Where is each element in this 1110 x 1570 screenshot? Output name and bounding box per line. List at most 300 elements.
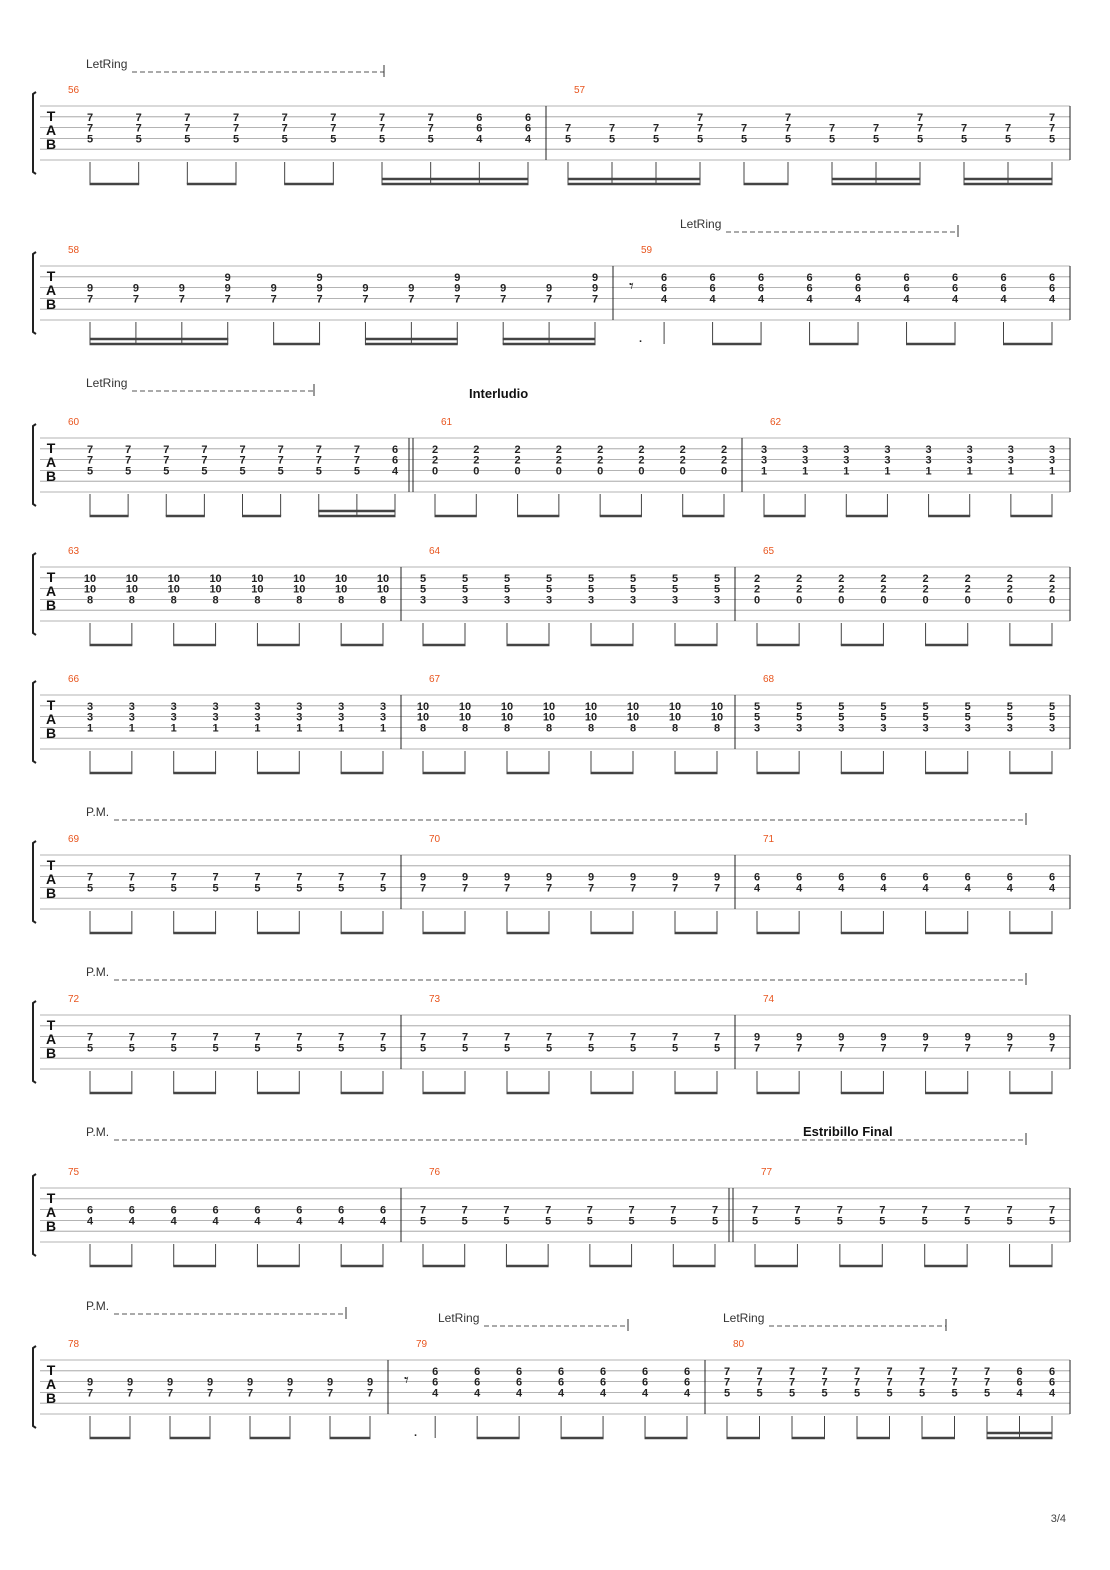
fret-number: 7 bbox=[796, 1042, 803, 1055]
fret-number: 10 bbox=[710, 711, 724, 724]
measure-number: 57 bbox=[574, 85, 586, 96]
fret-number: 6 bbox=[170, 1204, 177, 1217]
fret-number: 6 bbox=[128, 1204, 135, 1217]
fret-number: 2 bbox=[964, 583, 971, 596]
fret-number: 7 bbox=[86, 1387, 94, 1400]
fret-number: 6 bbox=[516, 1365, 523, 1378]
fret-number: 1 bbox=[86, 722, 94, 735]
fret-number: 2 bbox=[473, 454, 480, 467]
tab-clef-letter: B bbox=[45, 136, 57, 152]
fret-number: 7 bbox=[419, 1204, 427, 1217]
fret-number: 2 bbox=[555, 454, 562, 467]
fret-number: 7 bbox=[784, 122, 792, 135]
fret-number: 5 bbox=[503, 572, 511, 585]
fret-number: 7 bbox=[128, 871, 135, 884]
fret-number: 7 bbox=[794, 1204, 801, 1217]
fret-number: 7 bbox=[353, 443, 360, 456]
fret-number: 4 bbox=[922, 882, 929, 895]
fret-number: 5 bbox=[296, 1042, 303, 1055]
fret-number: 7 bbox=[886, 1365, 893, 1378]
fret-number: 5 bbox=[545, 1215, 552, 1228]
fret-number: 6 bbox=[558, 1376, 565, 1389]
fret-number: 4 bbox=[524, 133, 532, 146]
fret-number: 4 bbox=[379, 1215, 387, 1228]
fret-number: 9 bbox=[454, 282, 461, 295]
system-bracket bbox=[33, 252, 36, 334]
fret-number: 0 bbox=[720, 465, 728, 478]
fret-number: 5 bbox=[296, 882, 303, 895]
fret-number: 7 bbox=[711, 1204, 719, 1217]
fret-number: 9 bbox=[326, 1376, 334, 1389]
fret-number: 10 bbox=[584, 700, 598, 713]
fret-number: 3 bbox=[379, 711, 387, 724]
fret-number: 9 bbox=[753, 1031, 761, 1044]
fret-number: 9 bbox=[86, 282, 94, 295]
fret-number: 7 bbox=[1006, 1204, 1013, 1217]
fret-number: 10 bbox=[293, 572, 306, 585]
fret-number: 7 bbox=[922, 1042, 929, 1055]
fret-number: 0 bbox=[514, 465, 521, 478]
fret-number: 7 bbox=[503, 1204, 510, 1217]
fret-number: 6 bbox=[796, 871, 803, 884]
fret-number: 2 bbox=[720, 454, 728, 467]
fret-number: 9 bbox=[713, 871, 721, 884]
fret-number: 0 bbox=[880, 594, 887, 607]
fret-number: 9 bbox=[270, 282, 277, 295]
fret-number: 3 bbox=[1048, 454, 1056, 467]
fret-number: 2 bbox=[880, 572, 887, 585]
fret-number: 5 bbox=[711, 1215, 719, 1228]
let-ring-label: LetRing bbox=[86, 57, 128, 71]
tab-clef-letter: A bbox=[45, 454, 57, 470]
fret-number: 7 bbox=[378, 122, 386, 135]
fret-number: 5 bbox=[921, 1215, 928, 1228]
measure-number: 62 bbox=[770, 417, 782, 428]
measure-number: 64 bbox=[429, 546, 441, 557]
fret-number: 5 bbox=[784, 133, 792, 146]
fret-number: 7 bbox=[86, 293, 94, 306]
system-bracket bbox=[33, 1174, 36, 1256]
fret-number: 7 bbox=[629, 882, 637, 895]
fret-number: 5 bbox=[461, 583, 469, 596]
fret-number: 0 bbox=[796, 594, 803, 607]
fret-number: 5 bbox=[756, 1387, 763, 1400]
fret-number: 1 bbox=[843, 465, 850, 478]
fret-number: 10 bbox=[125, 583, 138, 596]
fret-number: 3 bbox=[338, 711, 345, 724]
tab-clef-letter: T bbox=[46, 268, 56, 284]
fret-number: 3 bbox=[170, 711, 177, 724]
fret-number: 0 bbox=[679, 465, 686, 478]
fret-number: 7 bbox=[254, 1031, 261, 1044]
fret-number: 7 bbox=[853, 1365, 861, 1378]
let-ring-label: LetRing bbox=[680, 217, 722, 231]
fret-number: 8 bbox=[461, 722, 469, 735]
fret-number: 6 bbox=[903, 271, 910, 284]
fret-number: 5 bbox=[587, 583, 595, 596]
fret-number: 5 bbox=[652, 133, 660, 146]
fret-number: 7 bbox=[454, 293, 461, 306]
fret-number: 10 bbox=[416, 711, 430, 724]
fret-number: 7 bbox=[545, 1031, 553, 1044]
measure-number: 59 bbox=[641, 245, 653, 256]
fret-number: 5 bbox=[184, 133, 191, 146]
measure-number: 60 bbox=[68, 417, 80, 428]
measure-number: 77 bbox=[761, 1167, 773, 1178]
fret-number: 2 bbox=[473, 443, 480, 456]
fret-number: 3 bbox=[760, 443, 768, 456]
tab-clef-letter: A bbox=[45, 711, 57, 727]
fret-number: 9 bbox=[838, 1031, 845, 1044]
fret-number: 9 bbox=[964, 1031, 971, 1044]
fret-number: 5 bbox=[201, 465, 208, 478]
fret-number: 6 bbox=[683, 1376, 691, 1389]
fret-number: 8 bbox=[545, 722, 553, 735]
fret-number: 7 bbox=[670, 1204, 677, 1217]
fret-number: 5 bbox=[353, 465, 360, 478]
fret-number: 6 bbox=[599, 1365, 607, 1378]
fret-number: 4 bbox=[476, 133, 483, 146]
fret-number: 7 bbox=[671, 882, 679, 895]
measure-number: 58 bbox=[68, 245, 80, 256]
fret-number: 7 bbox=[964, 1042, 971, 1055]
fret-number: 4 bbox=[474, 1387, 481, 1400]
fret-number: 6 bbox=[951, 271, 959, 284]
measure-number: 66 bbox=[68, 674, 80, 685]
fret-number: 10 bbox=[668, 700, 682, 713]
fret-number: 3 bbox=[212, 711, 219, 724]
fret-number: 6 bbox=[1048, 271, 1056, 284]
fret-number: 5 bbox=[628, 1215, 635, 1228]
fret-number: 4 bbox=[558, 1387, 565, 1400]
fret-number: 2 bbox=[838, 572, 845, 585]
fret-number: 6 bbox=[922, 871, 929, 884]
section-marker: Estribillo Final bbox=[803, 1124, 893, 1139]
fret-number: 6 bbox=[854, 282, 862, 295]
fret-number: 6 bbox=[86, 1204, 94, 1217]
fret-number: 1 bbox=[1048, 465, 1056, 478]
fret-number: 6 bbox=[806, 282, 813, 295]
fret-number: 7 bbox=[378, 111, 386, 124]
fret-number: 3 bbox=[503, 594, 511, 607]
fret-number: 5 bbox=[880, 700, 887, 713]
fret-number: 3 bbox=[925, 443, 932, 456]
tab-clef-letter: T bbox=[46, 1017, 56, 1033]
fret-number: 4 bbox=[212, 1215, 219, 1228]
fret-number: 9 bbox=[671, 871, 679, 884]
tab-clef-letter: A bbox=[45, 1204, 57, 1220]
fret-number: 7 bbox=[821, 1365, 828, 1378]
fret-number: 9 bbox=[166, 1376, 174, 1389]
fret-number: 1 bbox=[338, 722, 345, 735]
fret-number: 6 bbox=[753, 871, 761, 884]
system-bracket bbox=[33, 1001, 36, 1083]
fret-number: 10 bbox=[500, 700, 514, 713]
fret-number: 3 bbox=[1048, 722, 1056, 735]
fret-number: 3 bbox=[254, 711, 261, 724]
fret-number: 7 bbox=[201, 454, 208, 467]
measure-number: 70 bbox=[429, 834, 441, 845]
fret-number: 10 bbox=[542, 711, 556, 724]
fret-number: 7 bbox=[86, 454, 94, 467]
fret-number: 1 bbox=[128, 722, 135, 735]
fret-number: 5 bbox=[918, 1387, 926, 1400]
fret-number: 10 bbox=[626, 711, 640, 724]
fret-number: 5 bbox=[86, 882, 94, 895]
fret-number: 10 bbox=[710, 700, 724, 713]
fret-number: 5 bbox=[330, 133, 337, 146]
fret-number: 7 bbox=[983, 1376, 991, 1389]
fret-number: 6 bbox=[854, 271, 862, 284]
fret-number: 5 bbox=[338, 1042, 345, 1055]
fret-number: 10 bbox=[376, 572, 390, 585]
fret-number: 9 bbox=[366, 1376, 374, 1389]
fret-number: 3 bbox=[838, 722, 845, 735]
fret-number: 5 bbox=[1004, 133, 1012, 146]
fret-number: 7 bbox=[232, 122, 240, 135]
fret-number: 6 bbox=[474, 1365, 481, 1378]
fret-number: 2 bbox=[838, 583, 845, 596]
fret-number: 7 bbox=[379, 871, 387, 884]
fret-number: 10 bbox=[416, 700, 430, 713]
fret-number: 9 bbox=[1048, 1031, 1056, 1044]
fret-number: 5 bbox=[629, 1042, 637, 1055]
fret-number: 3 bbox=[545, 594, 553, 607]
system-bracket bbox=[33, 92, 36, 174]
fret-number: 9 bbox=[500, 282, 507, 295]
palm-mute-label: P.M. bbox=[86, 805, 110, 819]
fret-number: 9 bbox=[419, 871, 427, 884]
fret-number: 6 bbox=[709, 282, 716, 295]
fret-number: 5 bbox=[586, 1215, 593, 1228]
fret-number: 2 bbox=[638, 443, 645, 456]
fret-number: 7 bbox=[461, 1204, 468, 1217]
fret-number: 9 bbox=[546, 282, 553, 295]
palm-mute-label: P.M. bbox=[86, 1125, 110, 1139]
fret-number: 10 bbox=[83, 583, 97, 596]
fret-number: 7 bbox=[461, 1031, 469, 1044]
fret-number: 5 bbox=[86, 1042, 94, 1055]
fret-number: 7 bbox=[353, 454, 360, 467]
fret-number: 7 bbox=[872, 122, 880, 135]
tab-clef-letter: T bbox=[46, 569, 56, 585]
tab-clef-letter: T bbox=[46, 857, 56, 873]
fret-number: 7 bbox=[166, 1387, 174, 1400]
fret-number: 5 bbox=[427, 133, 434, 146]
fret-number: 1 bbox=[760, 465, 768, 478]
fret-number: 1 bbox=[296, 722, 303, 735]
fret-number: 6 bbox=[432, 1376, 439, 1389]
tab-clef-letter: B bbox=[45, 725, 57, 741]
fret-number: 7 bbox=[1048, 111, 1056, 124]
system-bracket bbox=[33, 553, 36, 635]
fret-number: 7 bbox=[821, 1376, 828, 1389]
fret-number: 7 bbox=[918, 1365, 926, 1378]
fret-number: 5 bbox=[1006, 700, 1013, 713]
fret-number: 10 bbox=[209, 583, 222, 596]
fret-number: 6 bbox=[1016, 1376, 1023, 1389]
fret-number: 8 bbox=[671, 722, 679, 735]
fret-number: 7 bbox=[546, 293, 553, 306]
fret-number: 9 bbox=[246, 1376, 254, 1389]
fret-number: 2 bbox=[922, 572, 929, 585]
fret-number: 6 bbox=[1016, 1365, 1023, 1378]
fret-number: 5 bbox=[277, 465, 284, 478]
fret-number: 7 bbox=[277, 443, 284, 456]
fret-number: 5 bbox=[170, 1042, 177, 1055]
fret-number: 6 bbox=[641, 1376, 649, 1389]
fret-number: 7 bbox=[880, 1042, 887, 1055]
fret-number: 5 bbox=[419, 572, 427, 585]
fret-number: 7 bbox=[587, 882, 595, 895]
fret-number: 2 bbox=[431, 443, 439, 456]
fret-number: 3 bbox=[212, 700, 219, 713]
fret-number: 3 bbox=[629, 594, 637, 607]
tab-clef-letter: B bbox=[45, 468, 57, 484]
fret-number: 3 bbox=[296, 711, 303, 724]
fret-number: 5 bbox=[338, 882, 345, 895]
fret-number: 4 bbox=[1000, 293, 1007, 306]
fret-number: 4 bbox=[854, 293, 862, 306]
fret-number: 5 bbox=[983, 1387, 991, 1400]
fret-number: 10 bbox=[626, 700, 640, 713]
fret-number: 7 bbox=[784, 111, 792, 124]
fret-number: 5 bbox=[788, 1387, 796, 1400]
fret-number: 6 bbox=[599, 1376, 607, 1389]
fret-number: 4 bbox=[1016, 1387, 1023, 1400]
fret-number: 3 bbox=[753, 722, 761, 735]
fret-number: 8 bbox=[379, 594, 387, 607]
fret-number: 2 bbox=[880, 583, 887, 596]
fret-number: 7 bbox=[277, 454, 284, 467]
tab-clef-letter: B bbox=[45, 1045, 57, 1061]
fret-number: 0 bbox=[838, 594, 845, 607]
fret-number: 10 bbox=[376, 583, 390, 596]
fret-number: 1 bbox=[254, 722, 261, 735]
fret-number: 7 bbox=[270, 293, 277, 306]
fret-number: 6 bbox=[524, 122, 532, 135]
fret-number: 5 bbox=[879, 1215, 886, 1228]
fret-number: 3 bbox=[379, 700, 387, 713]
measure-number: 56 bbox=[68, 85, 80, 96]
fret-number: 10 bbox=[83, 572, 97, 585]
fret-number: 3 bbox=[802, 454, 809, 467]
fret-number: 2 bbox=[1048, 583, 1056, 596]
fret-number: 7 bbox=[828, 122, 836, 135]
fret-number: 6 bbox=[391, 454, 399, 467]
fret-number: 7 bbox=[921, 1204, 928, 1217]
fret-number: 7 bbox=[652, 122, 660, 135]
fret-number: 7 bbox=[135, 111, 142, 124]
fret-number: 0 bbox=[1006, 594, 1013, 607]
fret-number: 5 bbox=[212, 1042, 219, 1055]
eighth-rest: 𝄾 bbox=[629, 276, 634, 297]
dot: . bbox=[639, 333, 643, 345]
fret-number: 0 bbox=[555, 465, 562, 478]
fret-number: 8 bbox=[419, 722, 427, 735]
tab-clef-letter: T bbox=[46, 440, 56, 456]
fret-number: 7 bbox=[286, 1387, 294, 1400]
fret-number: 6 bbox=[524, 111, 532, 124]
fret-number: 5 bbox=[964, 1215, 971, 1228]
fret-number: 7 bbox=[239, 454, 246, 467]
fret-number: 7 bbox=[128, 1031, 135, 1044]
fret-number: 2 bbox=[796, 583, 803, 596]
fret-number: 7 bbox=[419, 882, 427, 895]
fret-number: 7 bbox=[564, 122, 572, 135]
fret-number: 7 bbox=[362, 293, 369, 306]
fret-number: 4 bbox=[338, 1215, 345, 1228]
fret-number: 5 bbox=[723, 1387, 731, 1400]
fret-number: 5 bbox=[753, 711, 761, 724]
fret-number: 3 bbox=[587, 594, 595, 607]
fret-number: 5 bbox=[872, 133, 880, 146]
measure-number: 75 bbox=[68, 1167, 80, 1178]
fret-number: 7 bbox=[379, 1031, 387, 1044]
fret-number: 3 bbox=[86, 711, 94, 724]
fret-number: 7 bbox=[671, 1031, 679, 1044]
fret-number: 6 bbox=[516, 1376, 523, 1389]
fret-number: 10 bbox=[167, 583, 180, 596]
fret-number: 7 bbox=[135, 122, 142, 135]
fret-number: 4 bbox=[758, 293, 765, 306]
fret-number: 5 bbox=[128, 882, 135, 895]
fret-number: 10 bbox=[458, 711, 472, 724]
fret-number: 4 bbox=[838, 882, 845, 895]
fret-number: 5 bbox=[796, 700, 803, 713]
fret-number: 6 bbox=[903, 282, 910, 295]
fret-number: 7 bbox=[1048, 1042, 1056, 1055]
measure-number: 69 bbox=[68, 834, 80, 845]
fret-number: 5 bbox=[503, 583, 511, 596]
tab-clef-letter: A bbox=[45, 1031, 57, 1047]
fret-number: 1 bbox=[802, 465, 809, 478]
fret-number: 5 bbox=[964, 700, 971, 713]
fret-number: 10 bbox=[458, 700, 472, 713]
system-bracket bbox=[33, 424, 36, 506]
fret-number: 1 bbox=[170, 722, 177, 735]
fret-number: 7 bbox=[427, 111, 434, 124]
fret-number: 6 bbox=[880, 871, 887, 884]
measure-number: 61 bbox=[441, 417, 453, 428]
page-number: 3/4 bbox=[1050, 1513, 1066, 1525]
fret-number: 2 bbox=[964, 572, 971, 585]
fret-number: 7 bbox=[916, 122, 924, 135]
fret-number: 5 bbox=[315, 465, 322, 478]
dot: . bbox=[414, 1427, 418, 1439]
fret-number: 5 bbox=[922, 700, 929, 713]
fret-number: 4 bbox=[709, 293, 716, 306]
fret-number: 7 bbox=[629, 1031, 637, 1044]
fret-number: 7 bbox=[163, 443, 170, 456]
fret-number: 4 bbox=[683, 1387, 691, 1400]
fret-number: 7 bbox=[315, 443, 322, 456]
fret-number: 7 bbox=[170, 871, 177, 884]
fret-number: 0 bbox=[638, 465, 645, 478]
fret-number: 5 bbox=[671, 1042, 679, 1055]
fret-number: 6 bbox=[1048, 282, 1056, 295]
fret-number: 7 bbox=[239, 443, 246, 456]
fret-number: 7 bbox=[170, 1031, 177, 1044]
fret-number: 2 bbox=[679, 443, 686, 456]
fret-number: 5 bbox=[838, 711, 845, 724]
fret-number: 7 bbox=[1048, 122, 1056, 135]
fret-number: 3 bbox=[925, 454, 932, 467]
fret-number: 7 bbox=[206, 1387, 214, 1400]
fret-number: 5 bbox=[1048, 700, 1056, 713]
eighth-rest: 𝄾 bbox=[404, 1370, 409, 1391]
fret-number: 7 bbox=[788, 1365, 796, 1378]
